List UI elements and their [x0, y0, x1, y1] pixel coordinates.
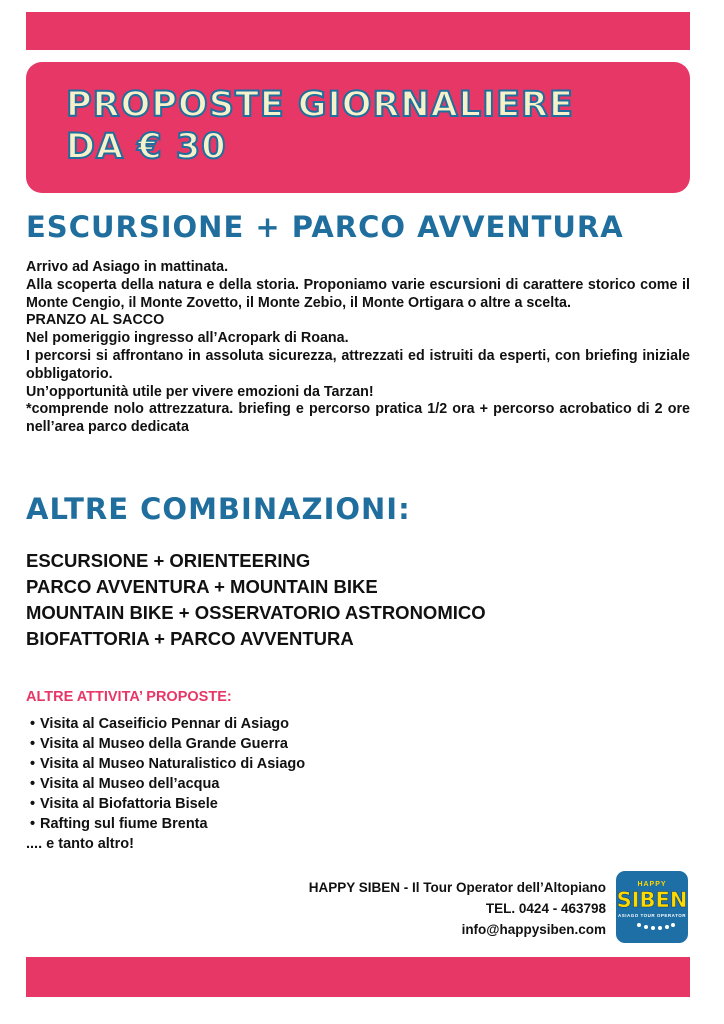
activities-title: ALTRE ATTIVITA’ PROPOSTE: [26, 689, 232, 705]
hero-banner [26, 62, 690, 193]
bullet-icon: • [30, 776, 36, 792]
hero-title-line-1: PROPOSTE GIORNALIERE [66, 85, 574, 125]
activity-label: Visita al Biofattoria Bisele [40, 796, 218, 812]
list-item [26, 814, 305, 834]
section-heading-escursione: ESCURSIONE + PARCO AVVENTURA [26, 210, 624, 244]
company-name: HAPPY SIBEN - Il Tour Operator dell’Altopiano [308, 880, 606, 895]
bullet-icon: • [30, 796, 36, 812]
bullet-icon: • [30, 716, 36, 732]
activity-label: Rafting sul fiume Brenta [40, 816, 208, 832]
happy-siben-logo [616, 871, 688, 943]
logo-tagline: ASIAGO TOUR OPERATOR [617, 913, 686, 918]
logo-dots-icon [636, 923, 676, 931]
activity-label: Visita al Museo Naturalistico di Asiago [40, 756, 306, 772]
top-decorative-bar [26, 12, 690, 50]
list-item [26, 734, 305, 754]
and-more-text: .... e tanto altro! [26, 836, 134, 852]
contact-footer [309, 877, 606, 940]
paragraph: Arrivo ad Asiago in mattinata. [26, 259, 229, 275]
paragraph: Un’opportunità utile per vivere emozioni da Tarzan! [26, 383, 374, 400]
bullet-icon: • [30, 756, 36, 772]
paragraph: I percorsi si affrontano in assoluta sicurezza, attrezzati ed istruiti da esperti, con briefing iniziale obbligatorio. [26, 347, 690, 382]
paragraph: PRANZO AL SACCO [26, 312, 165, 329]
list-item [26, 794, 305, 814]
logo-happy-text: HAPPY [637, 881, 667, 888]
hero-title-line-2: DA € 30 [66, 127, 227, 167]
hero-title [66, 84, 574, 168]
paragraph: *comprende nolo attrezzatura. briefing e percorso pratica 1/2 ora + percorso acrobatico di 2 ore nell’area parco dedicata [26, 401, 690, 436]
logo-brand-text: SIBEN [616, 888, 688, 912]
bottom-decorative-bar [26, 957, 690, 997]
list-item [26, 714, 305, 734]
activity-label: Visita al Museo della Grande Guerra [40, 736, 288, 752]
combination-item: BIOFATTORIA + PARCO AVVENTURA [26, 628, 354, 649]
activities-list [26, 714, 305, 834]
description-text [26, 259, 690, 437]
combination-item: MOUNTAIN BIKE + OSSERVATORIO ASTRONOMICO [26, 602, 486, 623]
combination-item: ESCURSIONE + ORIENTEERING [26, 550, 311, 571]
list-item [26, 754, 305, 774]
phone-number: TEL. 0424 - 463798 [485, 901, 606, 916]
section-heading-altre-combinazioni: ALTRE COMBINAZIONI: [26, 492, 411, 526]
paragraph: Nel pomeriggio ingresso all’Acropark di Roana. [26, 330, 349, 347]
activity-label: Visita al Caseificio Pennar di Asiago [40, 716, 290, 732]
paragraph: Alla scoperta della natura e della storia. Proponiamo varie escursioni di carattere storico come il Monte Cengio, il Monte Zovetto, il Monte Zebio, il Monte Ortigara o altre a scelta. [26, 276, 690, 311]
list-item [26, 774, 305, 794]
bullet-icon: • [30, 736, 36, 752]
bullet-icon: • [30, 816, 36, 832]
combinations-list [26, 548, 486, 652]
email-link[interactable]: info@happysiben.com [461, 922, 606, 937]
combination-item: PARCO AVVENTURA + MOUNTAIN BIKE [26, 576, 378, 597]
activity-label: Visita al Museo dell’acqua [40, 776, 220, 792]
